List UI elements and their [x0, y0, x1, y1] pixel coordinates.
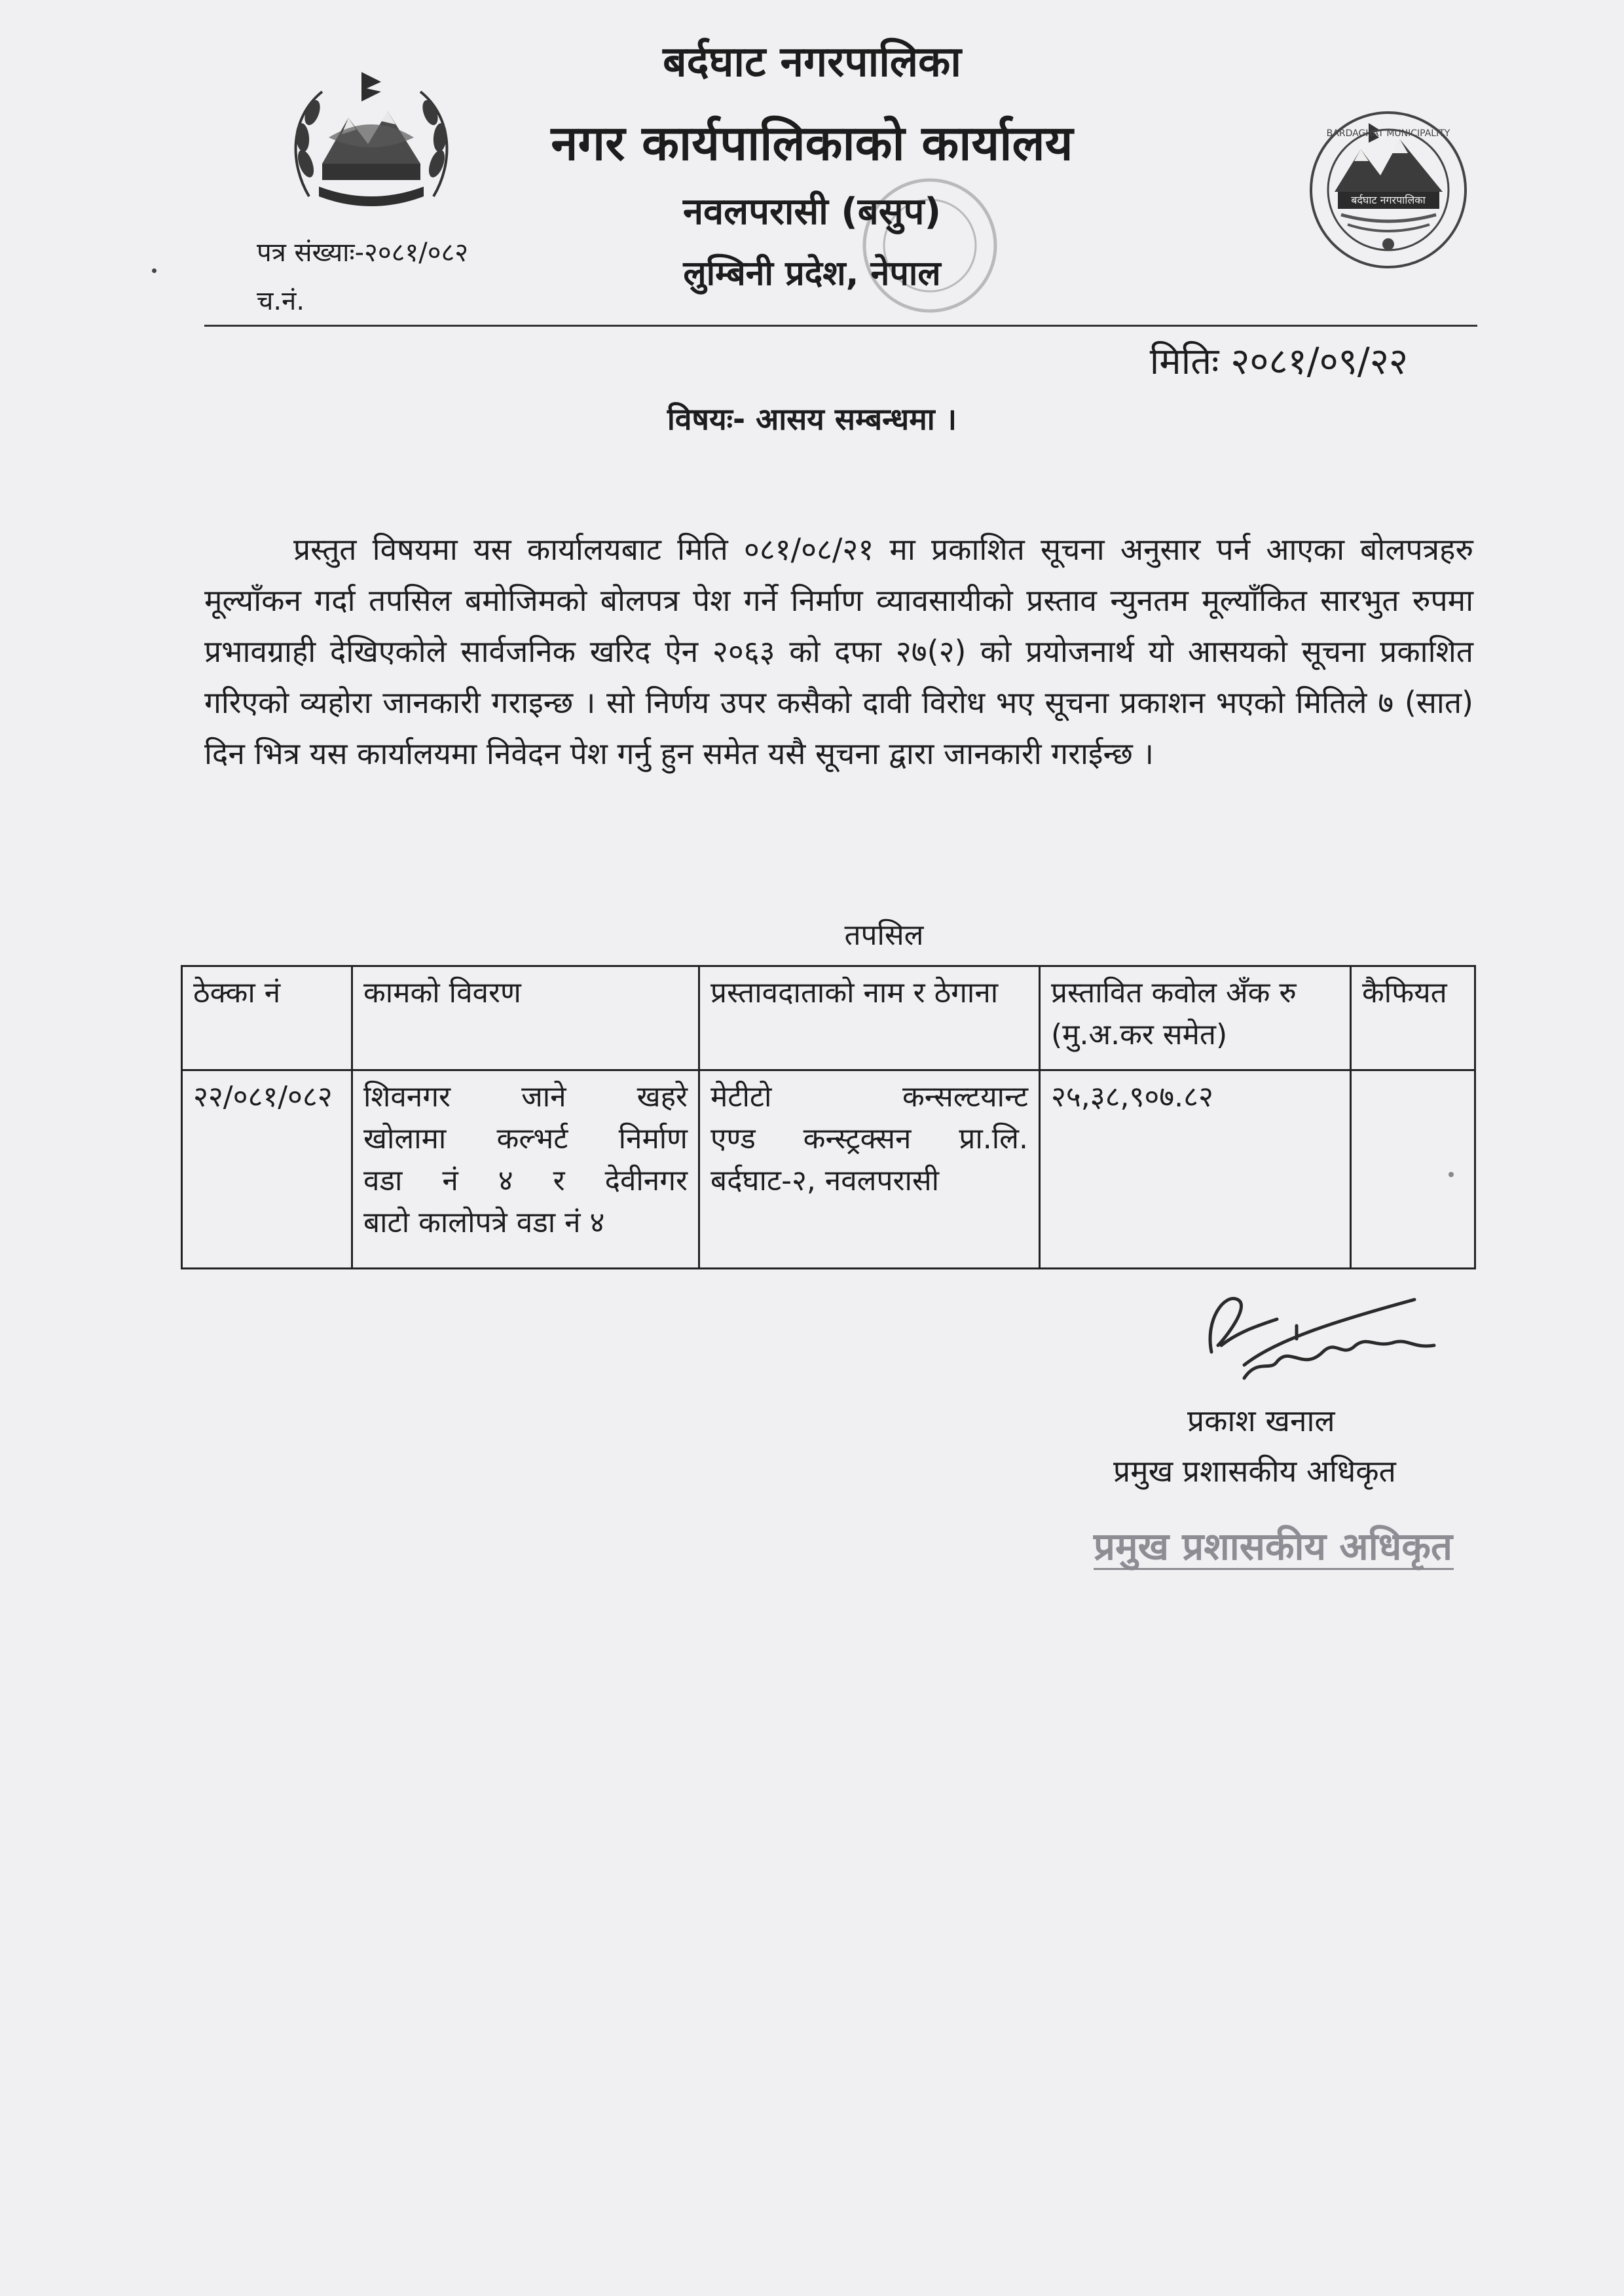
signatory-name: प्रकाश खनाल: [1187, 1403, 1335, 1438]
cell-contract-no: २२/०८१/०८२: [182, 1070, 352, 1269]
stamp-underline: [1094, 1568, 1454, 1570]
header-work-description: कामको विवरण: [352, 966, 699, 1070]
work-line: वडा नं ४ र देवीनगर: [363, 1164, 688, 1197]
cell-work-description: [352, 1070, 699, 1269]
paper-speck: [152, 268, 157, 273]
signatory-designation: प्रमुख प्रशासकीय अधिकृत: [1113, 1453, 1396, 1489]
municipality-name: बर्दघाट नगरपालिका: [663, 38, 961, 86]
paper-speck: [1449, 1172, 1454, 1177]
header-divider: [204, 325, 1477, 327]
bidder-line: एण्ड कन्स्ट्रक्सन प्रा.लि.: [710, 1122, 1028, 1156]
office-name: नगर कार्यपालिकाको कार्यालय: [551, 115, 1073, 172]
logo-banner-text: बर्दघाट नगरपालिका: [1351, 194, 1426, 206]
logo-ring-text: BARDAGHAT MUNICIPALITY: [1326, 128, 1450, 139]
table-header-row: [182, 966, 1475, 1070]
handwritten-signature: [1198, 1280, 1460, 1391]
cell-amount: २५,३८,९०७.८२: [1040, 1070, 1351, 1269]
work-line: बाटो कालोपत्रे वडा नं ४: [363, 1206, 605, 1239]
work-line: शिवनगर जाने खहरे: [363, 1080, 688, 1114]
letter-date: मितिः २०८१/०९/२२: [1149, 340, 1408, 383]
cell-bidder: [699, 1070, 1040, 1269]
header-contract-no: ठेक्का नं: [182, 966, 352, 1070]
designation-stamp: प्रमुख प्रशासकीय अधिकृत: [1094, 1524, 1453, 1569]
letter-body: प्रस्तुत विषयमा यस कार्यालयबाट मिति ०८१/०८/२१ मा प्रकाशित सूचना अनुसार पर्न आएका बोलपत्रहरु मूल्याँकन गर्दा तपसिल बमोजिमको बोलपत्र पेश गर्ने निर्माण व्यावसायीको प्रस्ताव न्युनतम मूल्याँकित सारभुत रुपमा प्रभावग्राही देखिएकोले सार्वजनिक खरिद ऐन २०६३ को दफा २७(२) को प्रयोजनार्थ यो आसयको सूचना प्रकाशित गरिएको व्यहोरा जानकारी गराइन्छ । सो निर्णय उपर कसैको दावी विरोध भए सूचना प्रकाशन भएको मितिले ७ (सात) दिन भित्र यस कार्यालयमा निवेदन पेश गर्नु हुन समेत यसै सूचना द्वारा जानकारी गराईन्छ ।: [204, 532, 1473, 771]
district-name: नवलपरासी (बसुप): [682, 191, 942, 233]
header-amount: प्रस्तावित कवोल अँक रु (मु.अ.कर समेत): [1040, 966, 1351, 1070]
table-caption: तपसिल: [844, 919, 924, 952]
header-remarks: कैफियत: [1351, 966, 1475, 1070]
bidder-line: मेटीटो कन्सल्टयान्ट: [710, 1080, 1028, 1114]
table-row: [182, 1070, 1475, 1269]
header-bidder: प्रस्तावदाताको नाम र ठेगाना: [699, 966, 1040, 1070]
bidder-line: बर्दघाट-२, नवलपरासी: [710, 1164, 940, 1197]
cell-remarks: [1351, 1070, 1475, 1269]
work-line: खोलामा कल्भर्ट निर्माण: [363, 1122, 688, 1156]
bid-details-table: [181, 965, 1476, 1269]
province-name: लुम्बिनी प्रदेश, नेपाल: [683, 254, 941, 293]
letter-subject: विषयः- आसय सम्बन्धमा ।: [667, 401, 957, 437]
letter-number: पत्र संख्याः-२०८१/०८२: [257, 238, 469, 268]
dispatch-number: च.नं.: [257, 286, 305, 316]
